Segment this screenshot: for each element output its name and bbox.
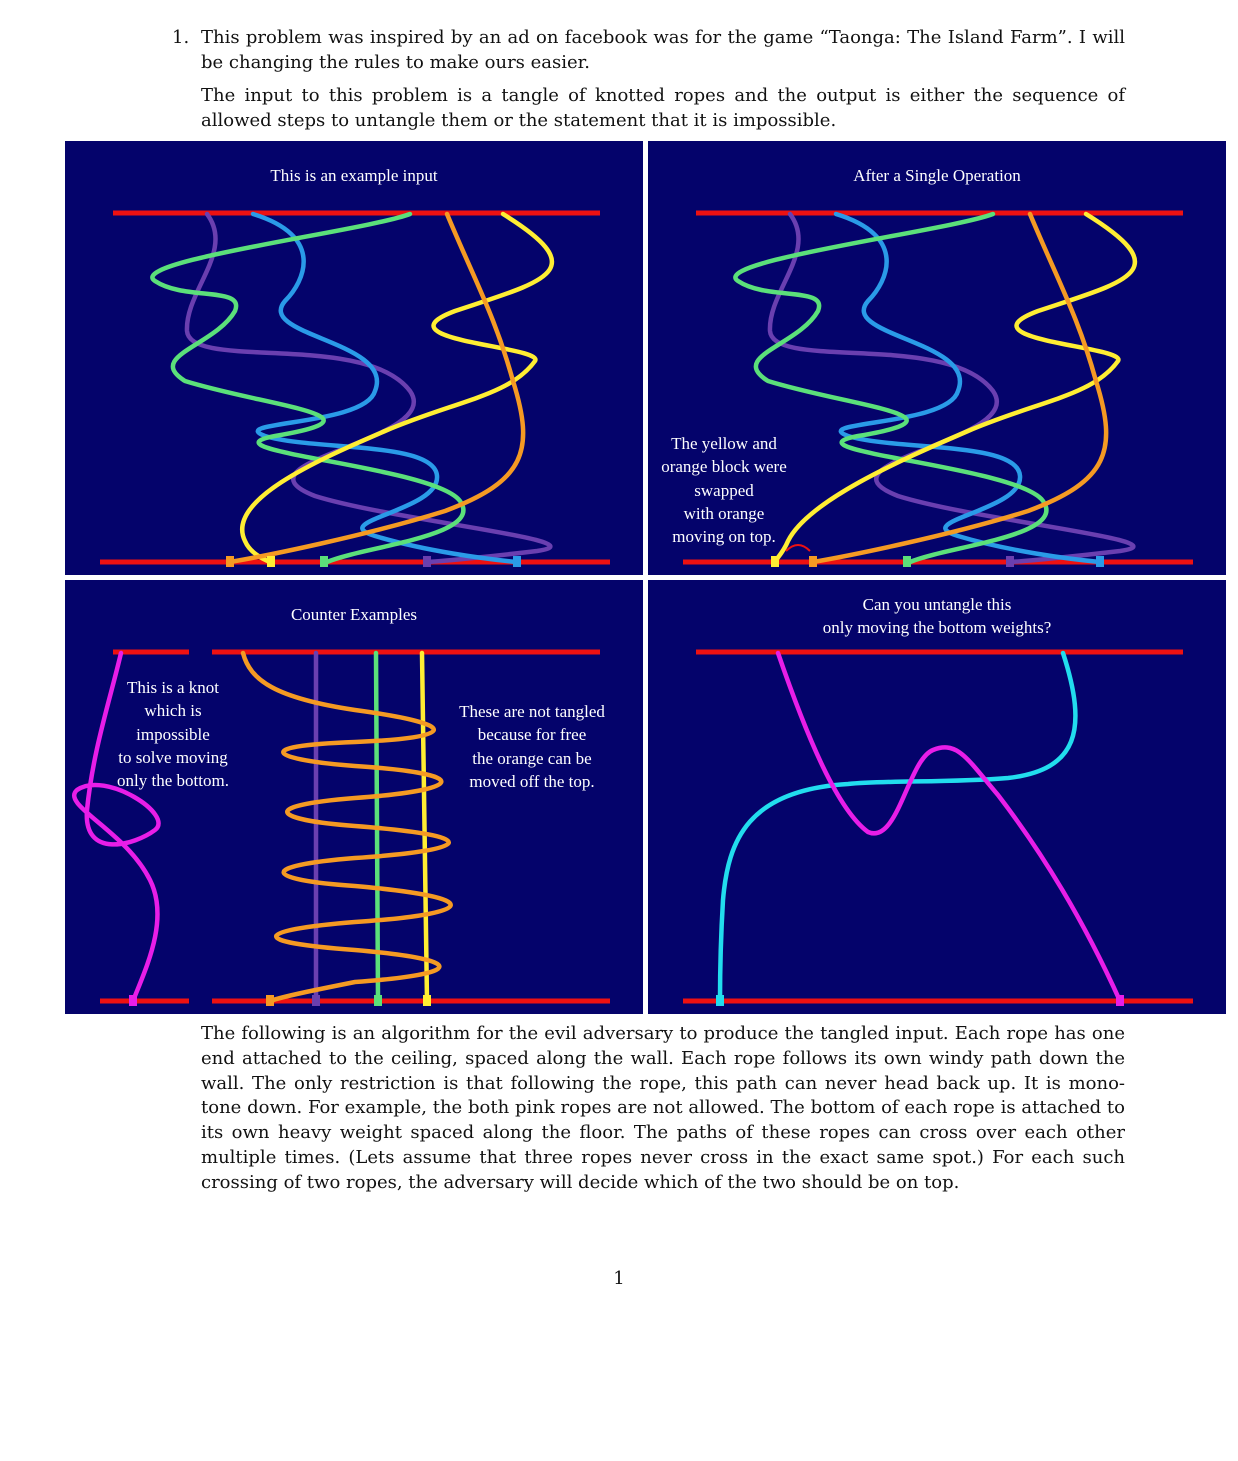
swap-note-line: moving on top. bbox=[672, 527, 776, 547]
panel-after-operation bbox=[648, 141, 1226, 575]
magenta-rope bbox=[778, 653, 1120, 1001]
knot-note-line: which is bbox=[144, 701, 202, 721]
orange-weight bbox=[809, 556, 817, 567]
magenta-weight bbox=[1116, 995, 1124, 1006]
knot-note-line: only the bottom. bbox=[117, 771, 229, 791]
panel-b-title: After a Single Operation bbox=[853, 166, 1021, 185]
swap-note-line: orange block were bbox=[661, 457, 787, 477]
panel-challenge bbox=[648, 580, 1226, 1014]
yellow-weight bbox=[423, 995, 431, 1006]
orange-weight bbox=[266, 995, 274, 1006]
panel-d-drawing bbox=[648, 580, 1226, 1014]
panel-d-title-line: only moving the bottom weights? bbox=[822, 618, 1052, 637]
blue-rope bbox=[253, 214, 517, 562]
blue-weight bbox=[1096, 556, 1104, 567]
purple-weight bbox=[423, 556, 431, 567]
green-weight bbox=[903, 556, 911, 567]
blue-rope bbox=[836, 214, 1100, 562]
knot-note-line: impossible bbox=[136, 724, 210, 744]
free-note-line: These are not tangled bbox=[459, 702, 605, 721]
cyan-weight bbox=[716, 995, 724, 1006]
panel-d-title-line: Can you untangle this bbox=[862, 595, 1012, 614]
swap-note bbox=[648, 432, 800, 548]
green-rope bbox=[152, 214, 463, 562]
yellow-weight bbox=[771, 556, 779, 567]
panel-d-title bbox=[648, 593, 1226, 639]
io-paragraph: The input to this problem is a tangle of knotted ropes and the output is either the sequence of allowed steps to untangle them or the statement that it is impossible. bbox=[201, 85, 1125, 131]
purple-weight bbox=[1006, 556, 1014, 567]
panel-example-input bbox=[65, 141, 643, 575]
problem-number: 1. bbox=[172, 27, 190, 48]
knot-note-line: This is a knot bbox=[126, 678, 220, 697]
free-note-line: moved off the top. bbox=[469, 771, 595, 791]
yellow-weight bbox=[267, 556, 275, 567]
knot-note-line: to solve moving bbox=[118, 747, 228, 767]
free-note-line: the orange can be bbox=[472, 748, 592, 768]
green-weight bbox=[320, 556, 328, 567]
magenta-weight bbox=[129, 995, 137, 1006]
knot-note bbox=[98, 676, 248, 792]
panel-a-drawing bbox=[65, 141, 643, 575]
swap-note-line: swapped bbox=[694, 480, 754, 500]
swap-note-line: with orange bbox=[683, 503, 765, 523]
free-note-line: because for free bbox=[477, 725, 587, 745]
green-weight bbox=[374, 995, 382, 1006]
rope-figure bbox=[65, 141, 1226, 1014]
panel-c-drawing bbox=[65, 580, 643, 1014]
orange-free-rope bbox=[243, 653, 451, 1001]
intro-paragraph: This problem was inspired by an ad on facebook was for the game “Taonga: The Island Farm”. I will be changing the rules to make ours easier. bbox=[201, 27, 1125, 73]
panel-counter-examples bbox=[65, 580, 643, 1014]
page-number: 1 bbox=[613, 1268, 625, 1289]
panel-a-title: This is an example input bbox=[270, 166, 438, 185]
purple-weight bbox=[312, 995, 320, 1006]
blue-weight bbox=[513, 556, 521, 567]
orange-weight bbox=[226, 556, 234, 567]
yellow-rope bbox=[422, 653, 427, 1001]
panel-c-title: Counter Examples bbox=[290, 605, 418, 624]
free-note bbox=[442, 700, 622, 793]
swap-note-line: The yellow and bbox=[671, 434, 777, 453]
algorithm-paragraph: The following is an algorithm for the evil adversary to produce the tangled input. Each rope has one end attached to the ceiling, spaced along the wall. Each rope follows its own windy path down the wall. The only restriction is that following the rope, this path can never head back up. It is mono-tone down. For example, the both pink ropes are not allowed. The bottom of each rope is attached to its own heavy weight spaced along the floor. The paths of these ropes can cross over each other multiple times. (Lets assume that three ropes never cross in the exact same spot.) For each such crossing of two ropes, the adversary will decide which of the two should be on top. bbox=[201, 1023, 1125, 1193]
